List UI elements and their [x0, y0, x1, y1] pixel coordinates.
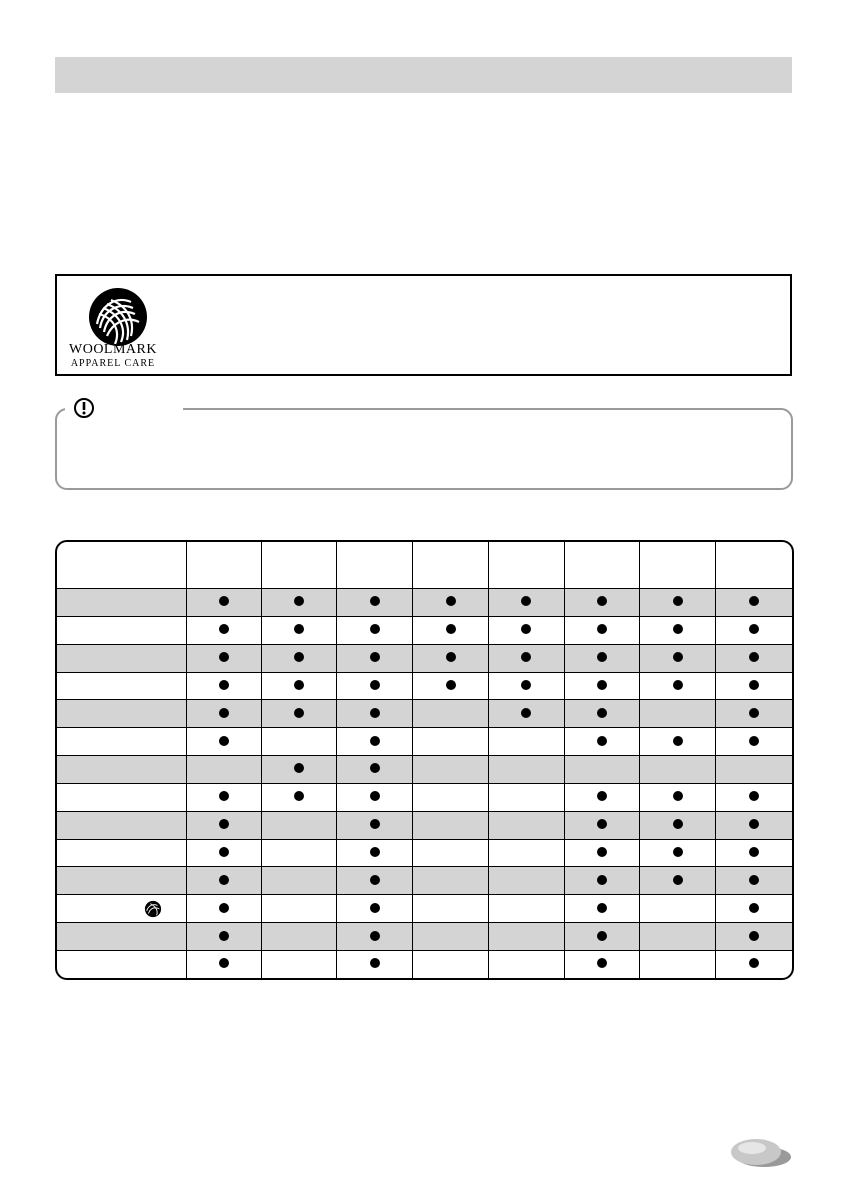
- option-cell: [640, 616, 716, 644]
- option-cell: [564, 783, 639, 811]
- option-cell: [716, 672, 792, 700]
- supported-dot: [219, 680, 229, 690]
- supported-dot: [370, 624, 380, 634]
- supported-dot: [749, 903, 759, 913]
- supported-dot: [370, 736, 380, 746]
- header-cell: [186, 542, 261, 589]
- option-cell: [413, 728, 488, 756]
- option-cell: [488, 867, 564, 895]
- option-cell: [716, 728, 792, 756]
- option-cell: [413, 895, 488, 923]
- supported-dot: [749, 819, 759, 829]
- option-cell: [716, 950, 792, 978]
- option-cell: [716, 644, 792, 672]
- option-cell: [186, 895, 261, 923]
- supported-dot: [446, 680, 456, 690]
- supported-dot: [749, 931, 759, 941]
- supported-dot: [219, 819, 229, 829]
- woolmark-logo-icon: [87, 286, 149, 348]
- supported-dot: [673, 847, 683, 857]
- supported-dot: [597, 819, 607, 829]
- option-cell: [337, 811, 413, 839]
- option-cell: [337, 700, 413, 728]
- supported-dot: [294, 680, 304, 690]
- table-row: [57, 783, 792, 811]
- table-row: [57, 867, 792, 895]
- supported-dot: [749, 680, 759, 690]
- option-cell: [413, 950, 488, 978]
- supported-dot: [597, 931, 607, 941]
- option-cell: [640, 783, 716, 811]
- supported-dot: [370, 763, 380, 773]
- option-cell: [640, 811, 716, 839]
- caution-icon: [74, 398, 94, 418]
- option-cell: [564, 756, 639, 784]
- supported-dot: [597, 791, 607, 801]
- supported-dot: [749, 596, 759, 606]
- table-row: [57, 616, 792, 644]
- supported-dot: [370, 847, 380, 857]
- option-cell: [564, 811, 639, 839]
- supported-dot: [219, 624, 229, 634]
- option-cell: [337, 950, 413, 978]
- option-cell: [186, 672, 261, 700]
- option-cell: [716, 700, 792, 728]
- option-cell: [488, 700, 564, 728]
- supported-dot: [446, 596, 456, 606]
- cycle-option-table: [55, 540, 794, 980]
- option-cell: [488, 672, 564, 700]
- supported-dot: [749, 958, 759, 968]
- option-cell: [488, 811, 564, 839]
- supported-dot: [673, 736, 683, 746]
- supported-dot: [597, 875, 607, 885]
- supported-dot: [521, 680, 531, 690]
- header-cell: [640, 542, 716, 589]
- supported-dot: [446, 652, 456, 662]
- option-cell: [488, 923, 564, 951]
- supported-dot: [370, 931, 380, 941]
- option-cell: [716, 783, 792, 811]
- supported-dot: [370, 903, 380, 913]
- option-cell: [337, 867, 413, 895]
- supported-dot: [219, 708, 229, 718]
- table-row: [57, 811, 792, 839]
- table-row: [57, 700, 792, 728]
- option-cell: [640, 589, 716, 617]
- option-cell: [488, 895, 564, 923]
- supported-dot: [294, 708, 304, 718]
- supported-dot: [597, 958, 607, 968]
- option-cell: [640, 895, 716, 923]
- woolmark-small-icon: [144, 900, 162, 918]
- table-row: [57, 672, 792, 700]
- option-cell: [337, 756, 413, 784]
- option-cell: [716, 616, 792, 644]
- supported-dot: [219, 903, 229, 913]
- table-row: [57, 895, 792, 923]
- supported-dot: [446, 624, 456, 634]
- option-cell: [262, 839, 337, 867]
- section-header-bar: [55, 57, 792, 93]
- option-cell: [564, 644, 639, 672]
- header-cell: [413, 542, 488, 589]
- row-label-cell: [57, 923, 186, 951]
- row-label-cell: [57, 950, 186, 978]
- supported-dot: [294, 791, 304, 801]
- table-row: [57, 923, 792, 951]
- option-cell: [262, 923, 337, 951]
- supported-dot: [597, 708, 607, 718]
- supported-dot: [673, 791, 683, 801]
- header-cell: [488, 542, 564, 589]
- option-cell: [564, 895, 639, 923]
- option-cell: [186, 839, 261, 867]
- option-cell: [640, 700, 716, 728]
- option-cell: [186, 616, 261, 644]
- option-cell: [262, 895, 337, 923]
- option-cell: [186, 867, 261, 895]
- option-cell: [716, 895, 792, 923]
- option-cell: [564, 923, 639, 951]
- supported-dot: [597, 736, 607, 746]
- supported-dot: [673, 624, 683, 634]
- option-cell: [564, 672, 639, 700]
- option-cell: [413, 867, 488, 895]
- header-cell: [337, 542, 413, 589]
- option-cell: [186, 700, 261, 728]
- option-cell: [488, 644, 564, 672]
- option-cell: [413, 756, 488, 784]
- option-cell: [262, 644, 337, 672]
- option-cell: [564, 728, 639, 756]
- woolmark-subtitle: APPAREL CARE: [70, 358, 156, 369]
- supported-dot: [370, 708, 380, 718]
- supported-dot: [673, 596, 683, 606]
- option-cell: [488, 839, 564, 867]
- option-cell: [716, 923, 792, 951]
- option-cell: [337, 839, 413, 867]
- option-cell: [413, 811, 488, 839]
- option-cell: [413, 783, 488, 811]
- row-label-cell: [57, 783, 186, 811]
- option-cell: [186, 923, 261, 951]
- option-cell: [337, 783, 413, 811]
- supported-dot: [219, 931, 229, 941]
- option-cell: [262, 616, 337, 644]
- supported-dot: [749, 624, 759, 634]
- supported-dot: [370, 652, 380, 662]
- row-label-cell: [57, 644, 186, 672]
- table-header-row: [57, 542, 792, 589]
- option-cell: [488, 589, 564, 617]
- supported-dot: [370, 680, 380, 690]
- option-cell: [488, 728, 564, 756]
- option-cell: [413, 923, 488, 951]
- option-cell: [413, 700, 488, 728]
- row-label-cell: [57, 672, 186, 700]
- row-label-cell: [57, 895, 186, 923]
- supported-dot: [597, 680, 607, 690]
- option-cell: [186, 950, 261, 978]
- option-cell: [564, 589, 639, 617]
- supported-dot: [219, 736, 229, 746]
- option-cell: [262, 783, 337, 811]
- supported-dot: [219, 596, 229, 606]
- option-cell: [716, 867, 792, 895]
- caution-note-box: [55, 408, 793, 490]
- option-cell: [186, 644, 261, 672]
- option-cell: [186, 756, 261, 784]
- option-cell: [262, 867, 337, 895]
- supported-dot: [219, 847, 229, 857]
- supported-dot: [294, 652, 304, 662]
- table-row: [57, 728, 792, 756]
- option-cell: [640, 756, 716, 784]
- woolmark-info-box: [55, 274, 792, 376]
- option-cell: [186, 589, 261, 617]
- option-cell: [186, 811, 261, 839]
- option-cell: [262, 700, 337, 728]
- supported-dot: [370, 958, 380, 968]
- option-cell: [564, 867, 639, 895]
- supported-dot: [219, 958, 229, 968]
- header-cell: [262, 542, 337, 589]
- header-cell: [716, 542, 792, 589]
- supported-dot: [521, 708, 531, 718]
- supported-dot: [597, 596, 607, 606]
- page-number-badge: [730, 1137, 792, 1169]
- supported-dot: [294, 624, 304, 634]
- option-cell: [716, 839, 792, 867]
- option-cell: [262, 950, 337, 978]
- option-cell: [186, 783, 261, 811]
- supported-dot: [370, 819, 380, 829]
- supported-dot: [370, 875, 380, 885]
- option-cell: [337, 923, 413, 951]
- option-cell: [413, 616, 488, 644]
- option-cell: [337, 895, 413, 923]
- supported-dot: [597, 903, 607, 913]
- supported-dot: [673, 819, 683, 829]
- supported-dot: [597, 847, 607, 857]
- row-label-cell: [57, 700, 186, 728]
- supported-dot: [294, 596, 304, 606]
- option-cell: [337, 644, 413, 672]
- woolmark-wordmark: WOOLMARK: [69, 342, 157, 357]
- option-cell: [337, 672, 413, 700]
- row-label-cell: [57, 728, 186, 756]
- table-row: [57, 950, 792, 978]
- option-cell: [488, 950, 564, 978]
- option-cell: [488, 783, 564, 811]
- option-cell: [262, 589, 337, 617]
- option-cell: [337, 728, 413, 756]
- supported-dot: [370, 596, 380, 606]
- option-cell: [716, 589, 792, 617]
- row-label-cell: [57, 811, 186, 839]
- row-label-cell: [57, 589, 186, 617]
- option-cell: [640, 644, 716, 672]
- option-cell: [262, 672, 337, 700]
- supported-dot: [673, 875, 683, 885]
- supported-dot: [673, 680, 683, 690]
- option-cell: [716, 756, 792, 784]
- supported-dot: [521, 652, 531, 662]
- option-cell: [640, 839, 716, 867]
- header-cell: [564, 542, 639, 589]
- row-label-cell: [57, 616, 186, 644]
- header-cell: [57, 542, 186, 589]
- option-cell: [640, 728, 716, 756]
- table-row: [57, 756, 792, 784]
- supported-dot: [749, 875, 759, 885]
- option-cell: [564, 700, 639, 728]
- option-cell: [564, 616, 639, 644]
- option-cell: [716, 811, 792, 839]
- option-cell: [186, 728, 261, 756]
- supported-dot: [597, 652, 607, 662]
- row-label-cell: [57, 867, 186, 895]
- option-cell: [488, 616, 564, 644]
- row-label-cell: [57, 839, 186, 867]
- supported-dot: [294, 763, 304, 773]
- supported-dot: [749, 708, 759, 718]
- supported-dot: [521, 596, 531, 606]
- option-cell: [640, 867, 716, 895]
- table-row: [57, 644, 792, 672]
- table-row: [57, 839, 792, 867]
- supported-dot: [521, 624, 531, 634]
- supported-dot: [749, 652, 759, 662]
- table-row: [57, 589, 792, 617]
- option-cell: [564, 839, 639, 867]
- option-cell: [413, 644, 488, 672]
- supported-dot: [749, 736, 759, 746]
- supported-dot: [219, 652, 229, 662]
- option-cell: [413, 839, 488, 867]
- option-cell: [640, 672, 716, 700]
- option-cell: [564, 950, 639, 978]
- option-cell: [262, 756, 337, 784]
- row-label-cell: [57, 756, 186, 784]
- option-cell: [337, 589, 413, 617]
- option-cell: [413, 589, 488, 617]
- supported-dot: [749, 847, 759, 857]
- option-cell: [640, 923, 716, 951]
- supported-dot: [597, 624, 607, 634]
- supported-dot: [370, 791, 380, 801]
- option-cell: [640, 950, 716, 978]
- supported-dot: [749, 791, 759, 801]
- option-cell: [413, 672, 488, 700]
- option-cell: [262, 811, 337, 839]
- supported-dot: [219, 875, 229, 885]
- supported-dot: [673, 652, 683, 662]
- option-cell: [262, 728, 337, 756]
- supported-dot: [219, 791, 229, 801]
- option-cell: [488, 756, 564, 784]
- option-cell: [337, 616, 413, 644]
